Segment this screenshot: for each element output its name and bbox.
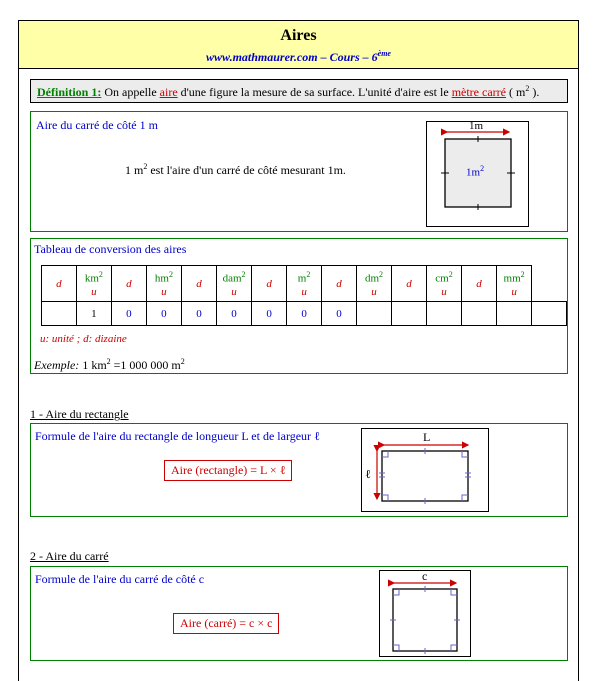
conversion-note: u: unité ; d: dizaine — [40, 333, 127, 345]
conv-header-d: d — [42, 266, 77, 302]
conv-header-d: d — [182, 266, 217, 302]
conv-header-unit: $km^2$ u — [76, 266, 111, 302]
conversion-heading: Tableau de conversion des aires — [34, 242, 187, 256]
unit-square-side-label: 1m — [469, 120, 484, 132]
conv-value-cell: 0 — [252, 302, 287, 326]
definition-label: Définition 1: — [37, 85, 102, 99]
keyword-aire: aire — [159, 85, 178, 99]
rectangle-box — [30, 423, 568, 517]
conv-value-cell — [496, 302, 531, 326]
conv-value-cell: 0 — [322, 302, 357, 326]
conv-header-unit: $mm^2$ u — [496, 266, 531, 302]
conv-value-cell: 0 — [287, 302, 322, 326]
conv-value-cell: 1 — [76, 302, 111, 326]
section-carre-title: 2 - Aire du carré — [30, 549, 109, 563]
conversion-table — [41, 265, 567, 326]
conv-header-d: d — [252, 266, 287, 302]
carre-heading: Formule de l'aire du carré de côté c — [35, 572, 205, 586]
conv-value-cell — [42, 302, 77, 326]
page-subtitle: www.mathmaurer.com – Cours – 6ème — [206, 49, 391, 64]
conv-value-cell: 0 — [146, 302, 181, 326]
conv-value-cell — [462, 302, 497, 326]
conv-value-cell — [356, 302, 391, 326]
conv-value-cell — [426, 302, 461, 326]
unit-square-area-label: $1m^2$ — [466, 164, 485, 179]
unit-square-text: 1 $m^2$ est l'aire d'un carré de côté mesurant 1m. — [125, 162, 346, 177]
page-header — [19, 21, 578, 69]
conv-header-unit: dam$^2$ u — [216, 266, 251, 302]
rectangle-formula: Aire (rectangle) = L × ℓ — [164, 460, 292, 481]
conv-header-unit: $hm^2$ u — [146, 266, 181, 302]
conv-value-cell: 0 — [182, 302, 217, 326]
conv-value-cell: 0 — [112, 302, 147, 326]
section-rectangle-title: 1 - Aire du rectangle — [30, 407, 129, 421]
conv-header-unit: $dm^2$ u — [356, 266, 391, 302]
rectangle-length-label: L — [423, 430, 431, 444]
unit-square-heading: Aire du carré de côté 1 m — [36, 118, 158, 132]
course-page — [18, 20, 579, 681]
conv-value-cell — [532, 302, 567, 326]
conv-header-d: d — [392, 266, 427, 302]
unit-square-box — [30, 111, 568, 232]
unit-square-figure — [426, 121, 529, 227]
conv-value-cell — [392, 302, 427, 326]
conv-value-cell: 0 — [216, 302, 251, 326]
conversion-example: Exemple: 1 $km^2 =1$ 000 000 $m^2$ — [34, 357, 185, 372]
conv-header-d: d — [112, 266, 147, 302]
carre-figure — [379, 570, 471, 657]
page-title: Aires — [280, 27, 317, 44]
conv-header-unit: $m^2$ u — [287, 266, 322, 302]
rectangle-heading: Formule de l'aire du rectangle de longueur L et de largeur ℓ — [35, 429, 320, 443]
site-link[interactable]: www.mathmaurer.com — [206, 50, 318, 64]
conversion-box — [30, 238, 568, 374]
carre-formula: Aire (carré) = c × c — [173, 613, 279, 634]
rectangle-figure — [361, 428, 489, 512]
keyword-metre-carre: mètre carré — [451, 85, 506, 99]
carre-side-label: c — [422, 569, 428, 583]
carre-box — [30, 566, 568, 661]
rectangle-width-label: ℓ — [365, 467, 371, 481]
definition-box: Définition 1: On appelle aire d'une figure la mesure de sa surface. L'unité d'aire est le mètre carré ( $m^2$ ). — [30, 79, 568, 103]
conv-header-d: d — [462, 266, 497, 302]
conv-header-unit: $cm^2$ u — [426, 266, 461, 302]
conv-header-d: d — [322, 266, 357, 302]
